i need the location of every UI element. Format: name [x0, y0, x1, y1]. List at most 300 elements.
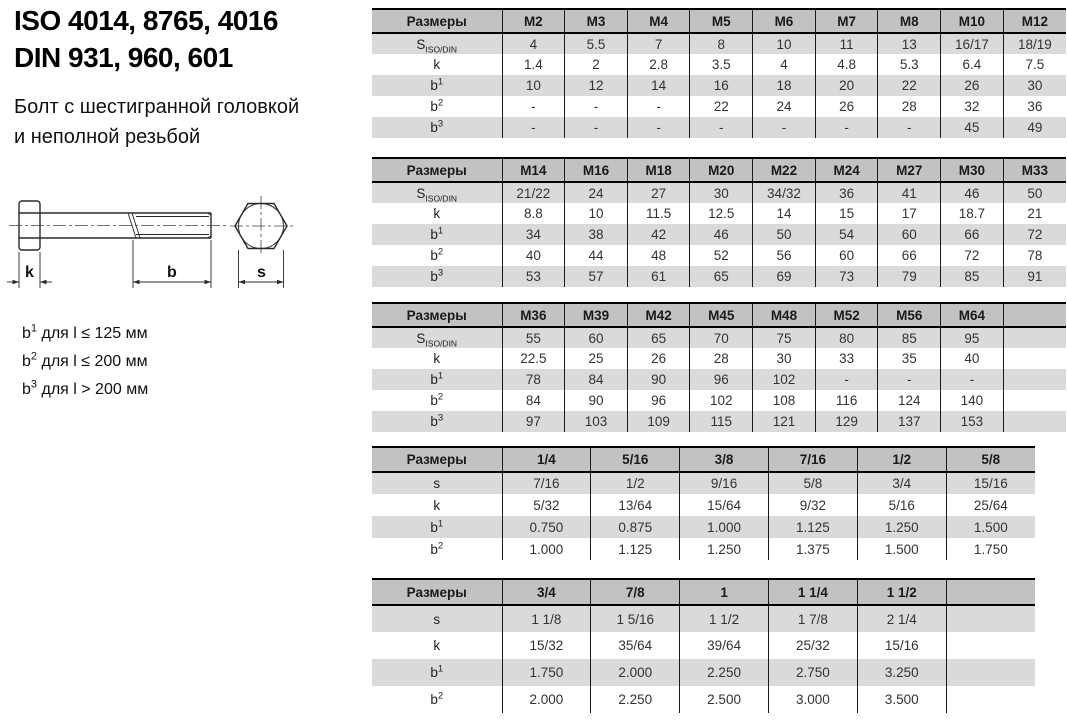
- value-cell: -: [815, 117, 878, 138]
- value-cell: 115: [690, 411, 753, 432]
- value-cell: 21/22: [502, 182, 565, 203]
- column-header: M3: [565, 9, 628, 33]
- value-cell: 46: [690, 224, 753, 245]
- value-cell: 1.250: [680, 538, 769, 560]
- column-header: 5/8: [946, 447, 1035, 472]
- value-cell: 32: [941, 96, 1004, 117]
- column-header: M16: [565, 158, 628, 182]
- column-header: M45: [690, 303, 753, 327]
- value-cell: [946, 686, 1035, 713]
- row-label: k: [433, 206, 441, 221]
- value-cell: 66: [941, 224, 1004, 245]
- value-cell: 25/64: [946, 494, 1035, 516]
- value-cell: -: [690, 117, 753, 138]
- table-inch-quarter-to-5-8: [372, 446, 1035, 560]
- table-row: [372, 411, 1066, 432]
- column-header: 1 1/4: [768, 579, 857, 605]
- value-cell: 5/32: [502, 494, 591, 516]
- value-cell: 14: [627, 75, 690, 96]
- value-cell: 1.000: [680, 516, 769, 538]
- column-header: M20: [690, 158, 753, 182]
- value-cell: 1.500: [946, 516, 1035, 538]
- title-din: DIN 931, 960, 601: [14, 42, 233, 73]
- table-row: [372, 96, 1066, 117]
- dimension-table: [372, 578, 1035, 713]
- value-cell: 5.3: [878, 54, 941, 75]
- column-header: 7/8: [591, 579, 680, 605]
- subtitle-line-1: Болт с шестигранной головкой: [14, 96, 300, 118]
- value-cell: 10: [565, 203, 628, 224]
- value-cell: -: [878, 117, 941, 138]
- value-cell: 30: [690, 182, 753, 203]
- value-cell: 1.125: [591, 538, 680, 560]
- value-cell: 44: [565, 245, 628, 266]
- row-label: k: [433, 638, 441, 653]
- size-label-header: Размеры: [372, 9, 502, 33]
- value-cell: 17: [878, 203, 941, 224]
- value-cell: 2.250: [591, 686, 680, 713]
- note-line: $b^2$ для l ≤ 200 мм: [22, 350, 148, 370]
- column-header: 1/4: [502, 447, 591, 472]
- value-cell: 65: [627, 327, 690, 348]
- value-cell: 72: [941, 245, 1004, 266]
- value-cell: 7.5: [1003, 54, 1066, 75]
- row-label: $b^1$: [372, 75, 502, 96]
- value-cell: 26: [815, 96, 878, 117]
- value-cell: 20: [815, 75, 878, 96]
- row-label: $S_{ISO/DIN}$: [372, 33, 502, 54]
- row-label: $b^3$: [372, 117, 502, 138]
- value-cell: 75: [753, 327, 816, 348]
- value-cell: 85: [878, 327, 941, 348]
- value-cell: 53: [502, 266, 565, 287]
- column-header: 1: [680, 579, 769, 605]
- value-cell: 60: [565, 327, 628, 348]
- bolt-side-view: [9, 201, 227, 250]
- value-cell: 45: [941, 117, 1004, 138]
- column-header: M39: [565, 303, 628, 327]
- dimension-k: [7, 252, 52, 288]
- value-cell: 1.375: [768, 538, 857, 560]
- hex-end-view: [230, 196, 295, 256]
- column-header: M48: [753, 303, 816, 327]
- value-cell: 15/16: [946, 472, 1035, 494]
- value-cell: 18/19: [1003, 33, 1066, 54]
- value-cell: 16/17: [941, 33, 1004, 54]
- column-header: M42: [627, 303, 690, 327]
- value-cell: 103: [565, 411, 628, 432]
- value-cell: [1003, 348, 1066, 369]
- value-cell: 40: [941, 348, 1004, 369]
- value-cell: 2: [565, 54, 628, 75]
- value-cell: 35/64: [591, 632, 680, 659]
- value-cell: 13: [878, 33, 941, 54]
- column-header: M56: [878, 303, 941, 327]
- value-cell: 129: [815, 411, 878, 432]
- column-header: M7: [815, 9, 878, 33]
- value-cell: -: [502, 96, 565, 117]
- value-cell: [946, 632, 1035, 659]
- table-row: [372, 605, 1035, 632]
- table-row: [372, 538, 1035, 560]
- value-cell: 28: [690, 348, 753, 369]
- value-cell: 69: [753, 266, 816, 287]
- size-label-header: Размеры: [372, 303, 502, 327]
- value-cell: 3/4: [857, 472, 946, 494]
- value-cell: 36: [815, 182, 878, 203]
- value-cell: 1 5/16: [591, 605, 680, 632]
- value-cell: 0.875: [591, 516, 680, 538]
- value-cell: 40: [502, 245, 565, 266]
- column-header: M22: [753, 158, 816, 182]
- dim-label-s: s: [257, 264, 266, 281]
- value-cell: 1/2: [591, 472, 680, 494]
- column-header: M27: [878, 158, 941, 182]
- column-header: M8: [878, 9, 941, 33]
- thread-length-notes: [22, 320, 148, 404]
- row-label: $b^1$: [372, 659, 502, 686]
- column-header: M12: [1003, 9, 1066, 33]
- dimension-table: [372, 446, 1035, 560]
- value-cell: 15: [815, 203, 878, 224]
- value-cell: 85: [941, 266, 1004, 287]
- value-cell: 39/64: [680, 632, 769, 659]
- value-cell: 26: [627, 348, 690, 369]
- bolt-technical-drawing: [5, 188, 315, 313]
- value-cell: -: [627, 117, 690, 138]
- value-cell: 12.5: [690, 203, 753, 224]
- size-label-header: Размеры: [372, 579, 502, 605]
- value-cell: 72: [1003, 224, 1066, 245]
- value-cell: [1003, 390, 1066, 411]
- value-cell: 3.500: [857, 686, 946, 713]
- value-cell: 65: [690, 266, 753, 287]
- table-row: [372, 266, 1066, 287]
- value-cell: 91: [1003, 266, 1066, 287]
- value-cell: 102: [753, 369, 816, 390]
- note-line: $b^1$ для l ≤ 125 мм: [22, 322, 148, 342]
- column-header: 7/16: [768, 447, 857, 472]
- value-cell: 2.000: [502, 686, 591, 713]
- value-cell: 30: [753, 348, 816, 369]
- value-cell: 1.250: [857, 516, 946, 538]
- value-cell: 57: [565, 266, 628, 287]
- value-cell: 1.000: [502, 538, 591, 560]
- value-cell: 8.8: [502, 203, 565, 224]
- dimension-s: [239, 250, 284, 288]
- value-cell: 50: [753, 224, 816, 245]
- value-cell: 96: [690, 369, 753, 390]
- table-row: [372, 390, 1066, 411]
- value-cell: 54: [815, 224, 878, 245]
- value-cell: -: [753, 117, 816, 138]
- value-cell: 15/16: [857, 632, 946, 659]
- subtitle-line-2: и неполной резьбой: [14, 126, 201, 148]
- column-header: 5/16: [591, 447, 680, 472]
- table-row: [372, 33, 1066, 54]
- row-label: $S_{ISO/DIN}$: [372, 182, 502, 203]
- value-cell: 6.4: [941, 54, 1004, 75]
- value-cell: 14: [753, 203, 816, 224]
- value-cell: [1003, 411, 1066, 432]
- value-cell: 78: [502, 369, 565, 390]
- value-cell: 11: [815, 33, 878, 54]
- value-cell: 12: [565, 75, 628, 96]
- table-row: [372, 494, 1035, 516]
- value-cell: 3.5: [690, 54, 753, 75]
- value-cell: 0.750: [502, 516, 591, 538]
- column-header: M6: [753, 9, 816, 33]
- value-cell: 1.500: [857, 538, 946, 560]
- row-label: k: [433, 57, 441, 72]
- value-cell: 124: [878, 390, 941, 411]
- column-header: M30: [941, 158, 1004, 182]
- table-metric-m14-m33: [372, 157, 1066, 287]
- value-cell: [946, 659, 1035, 686]
- value-cell: 42: [627, 224, 690, 245]
- row-label: $b^1$: [372, 369, 502, 390]
- value-cell: [1003, 327, 1066, 348]
- page-title: [14, 2, 278, 76]
- table-row: [372, 369, 1066, 390]
- value-cell: 2.250: [680, 659, 769, 686]
- table-row: [372, 224, 1066, 245]
- value-cell: 50: [1003, 182, 1066, 203]
- value-cell: 7/16: [502, 472, 591, 494]
- value-cell: 2.8: [627, 54, 690, 75]
- value-cell: 22.5: [502, 348, 565, 369]
- value-cell: 8: [690, 33, 753, 54]
- value-cell: 16: [690, 75, 753, 96]
- table-row: [372, 472, 1035, 494]
- row-label: $b^2$: [430, 540, 444, 557]
- table-row: [372, 54, 1066, 75]
- table-row: [372, 686, 1035, 713]
- value-cell: 34: [502, 224, 565, 245]
- value-cell: 34/32: [753, 182, 816, 203]
- value-cell: 38: [565, 224, 628, 245]
- value-cell: 10: [753, 33, 816, 54]
- empty-column-header: [1003, 303, 1066, 327]
- table-row: [372, 659, 1035, 686]
- value-cell: 33: [815, 348, 878, 369]
- value-cell: 21: [1003, 203, 1066, 224]
- value-cell: 1 1/2: [680, 605, 769, 632]
- value-cell: 96: [627, 390, 690, 411]
- table-row: [372, 75, 1066, 96]
- row-label: $b^3$: [372, 266, 502, 287]
- value-cell: 108: [753, 390, 816, 411]
- table-row: [372, 632, 1035, 659]
- value-cell: 15/64: [680, 494, 769, 516]
- table-row: [372, 203, 1066, 224]
- value-cell: 10: [502, 75, 565, 96]
- value-cell: 41: [878, 182, 941, 203]
- value-cell: 1.750: [502, 659, 591, 686]
- value-cell: 25/32: [768, 632, 857, 659]
- row-label: k: [433, 351, 441, 366]
- size-label-header: Размеры: [372, 447, 502, 472]
- dimension-table: [372, 8, 1066, 138]
- value-cell: 24: [753, 96, 816, 117]
- value-cell: 30: [1003, 75, 1066, 96]
- value-cell: 27: [627, 182, 690, 203]
- value-cell: 79: [878, 266, 941, 287]
- value-cell: 9/32: [768, 494, 857, 516]
- value-cell: 18.7: [941, 203, 1004, 224]
- value-cell: -: [565, 96, 628, 117]
- column-header: M64: [941, 303, 1004, 327]
- column-header: M18: [627, 158, 690, 182]
- value-cell: 90: [627, 369, 690, 390]
- value-cell: -: [815, 369, 878, 390]
- dimension-table: [372, 157, 1066, 287]
- value-cell: 1 1/8: [502, 605, 591, 632]
- value-cell: [946, 605, 1035, 632]
- row-label: $b^2$: [430, 391, 444, 408]
- value-cell: 52: [690, 245, 753, 266]
- table-row: [372, 182, 1066, 203]
- row-label: s: [372, 472, 502, 494]
- dimension-table: [372, 302, 1066, 432]
- page-subtitle: [14, 92, 299, 152]
- value-cell: 61: [627, 266, 690, 287]
- row-label: $b^1$: [372, 224, 502, 245]
- value-cell: 116: [815, 390, 878, 411]
- dim-label-k: k: [25, 264, 34, 281]
- column-header: M5: [690, 9, 753, 33]
- row-label: $S_{ISO/DIN}$: [372, 327, 502, 348]
- value-cell: 109: [627, 411, 690, 432]
- value-cell: 1.750: [946, 538, 1035, 560]
- value-cell: 25: [565, 348, 628, 369]
- value-cell: 84: [565, 369, 628, 390]
- value-cell: 153: [941, 411, 1004, 432]
- value-cell: 140: [941, 390, 1004, 411]
- value-cell: 84: [502, 390, 565, 411]
- table-metric-m2-m12: [372, 8, 1066, 138]
- value-cell: 60: [815, 245, 878, 266]
- value-cell: 2.500: [680, 686, 769, 713]
- title-iso: ISO 4014, 8765, 4016: [14, 5, 278, 36]
- value-cell: 121: [753, 411, 816, 432]
- table-row: [372, 117, 1066, 138]
- size-label-header: Размеры: [372, 158, 502, 182]
- value-cell: -: [627, 96, 690, 117]
- table-row: [372, 245, 1066, 266]
- value-cell: 28: [878, 96, 941, 117]
- value-cell: 70: [690, 327, 753, 348]
- value-cell: [1003, 369, 1066, 390]
- value-cell: 5/8: [768, 472, 857, 494]
- value-cell: 18: [753, 75, 816, 96]
- value-cell: 55: [502, 327, 565, 348]
- value-cell: 2.750: [768, 659, 857, 686]
- column-header: M33: [1003, 158, 1066, 182]
- table-metric-m36-m64: [372, 302, 1066, 432]
- value-cell: 24: [565, 182, 628, 203]
- column-header: M14: [502, 158, 565, 182]
- value-cell: 3.250: [857, 659, 946, 686]
- value-cell: 1.4: [502, 54, 565, 75]
- column-header: M4: [627, 9, 690, 33]
- column-header: 1 1/2: [857, 579, 946, 605]
- value-cell: 73: [815, 266, 878, 287]
- value-cell: 4: [753, 54, 816, 75]
- value-cell: 3.000: [768, 686, 857, 713]
- value-cell: 36: [1003, 96, 1066, 117]
- value-cell: 11.5: [627, 203, 690, 224]
- value-cell: 5.5: [565, 33, 628, 54]
- value-cell: 48: [627, 245, 690, 266]
- value-cell: 7: [627, 33, 690, 54]
- value-cell: -: [565, 117, 628, 138]
- value-cell: 1 7/8: [768, 605, 857, 632]
- note-line: $b^3$ для l > 200 мм: [22, 378, 149, 398]
- row-label: k: [433, 497, 441, 513]
- value-cell: 97: [502, 411, 565, 432]
- value-cell: -: [941, 369, 1004, 390]
- value-cell: 46: [941, 182, 1004, 203]
- value-cell: 80: [815, 327, 878, 348]
- value-cell: -: [502, 117, 565, 138]
- row-label: s: [372, 605, 502, 632]
- column-header: 1/2: [857, 447, 946, 472]
- dimension-b: [133, 240, 211, 288]
- value-cell: 13/64: [591, 494, 680, 516]
- column-header: M36: [502, 303, 565, 327]
- value-cell: 22: [690, 96, 753, 117]
- value-cell: 35: [878, 348, 941, 369]
- value-cell: 66: [878, 245, 941, 266]
- empty-column-header: [946, 579, 1035, 605]
- value-cell: 49: [1003, 117, 1066, 138]
- column-header: 3/4: [502, 579, 591, 605]
- value-cell: 2 1/4: [857, 605, 946, 632]
- row-label: $b^2$: [430, 690, 444, 707]
- value-cell: 102: [690, 390, 753, 411]
- column-header: M52: [815, 303, 878, 327]
- row-label: $b^3$: [372, 411, 502, 432]
- table-row: [372, 516, 1035, 538]
- value-cell: 1.125: [768, 516, 857, 538]
- table-row: [372, 348, 1066, 369]
- value-cell: 56: [753, 245, 816, 266]
- column-header: M10: [941, 9, 1004, 33]
- table-inch-3-4-to-1-1-2: [372, 578, 1035, 713]
- row-label: $b^2$: [430, 97, 444, 114]
- row-label: $b^1$: [372, 516, 502, 538]
- value-cell: 60: [878, 224, 941, 245]
- value-cell: 4: [502, 33, 565, 54]
- table-row: [372, 327, 1066, 348]
- column-header: M2: [502, 9, 565, 33]
- row-label: $b^2$: [430, 246, 444, 263]
- value-cell: 5/16: [857, 494, 946, 516]
- column-header: M24: [815, 158, 878, 182]
- value-cell: 22: [878, 75, 941, 96]
- dim-label-b: b: [167, 264, 177, 281]
- value-cell: 78: [1003, 245, 1066, 266]
- value-cell: 15/32: [502, 632, 591, 659]
- column-header: 3/8: [680, 447, 769, 472]
- value-cell: 137: [878, 411, 941, 432]
- value-cell: -: [878, 369, 941, 390]
- value-cell: 90: [565, 390, 628, 411]
- value-cell: 9/16: [680, 472, 769, 494]
- value-cell: 26: [941, 75, 1004, 96]
- value-cell: 4.8: [815, 54, 878, 75]
